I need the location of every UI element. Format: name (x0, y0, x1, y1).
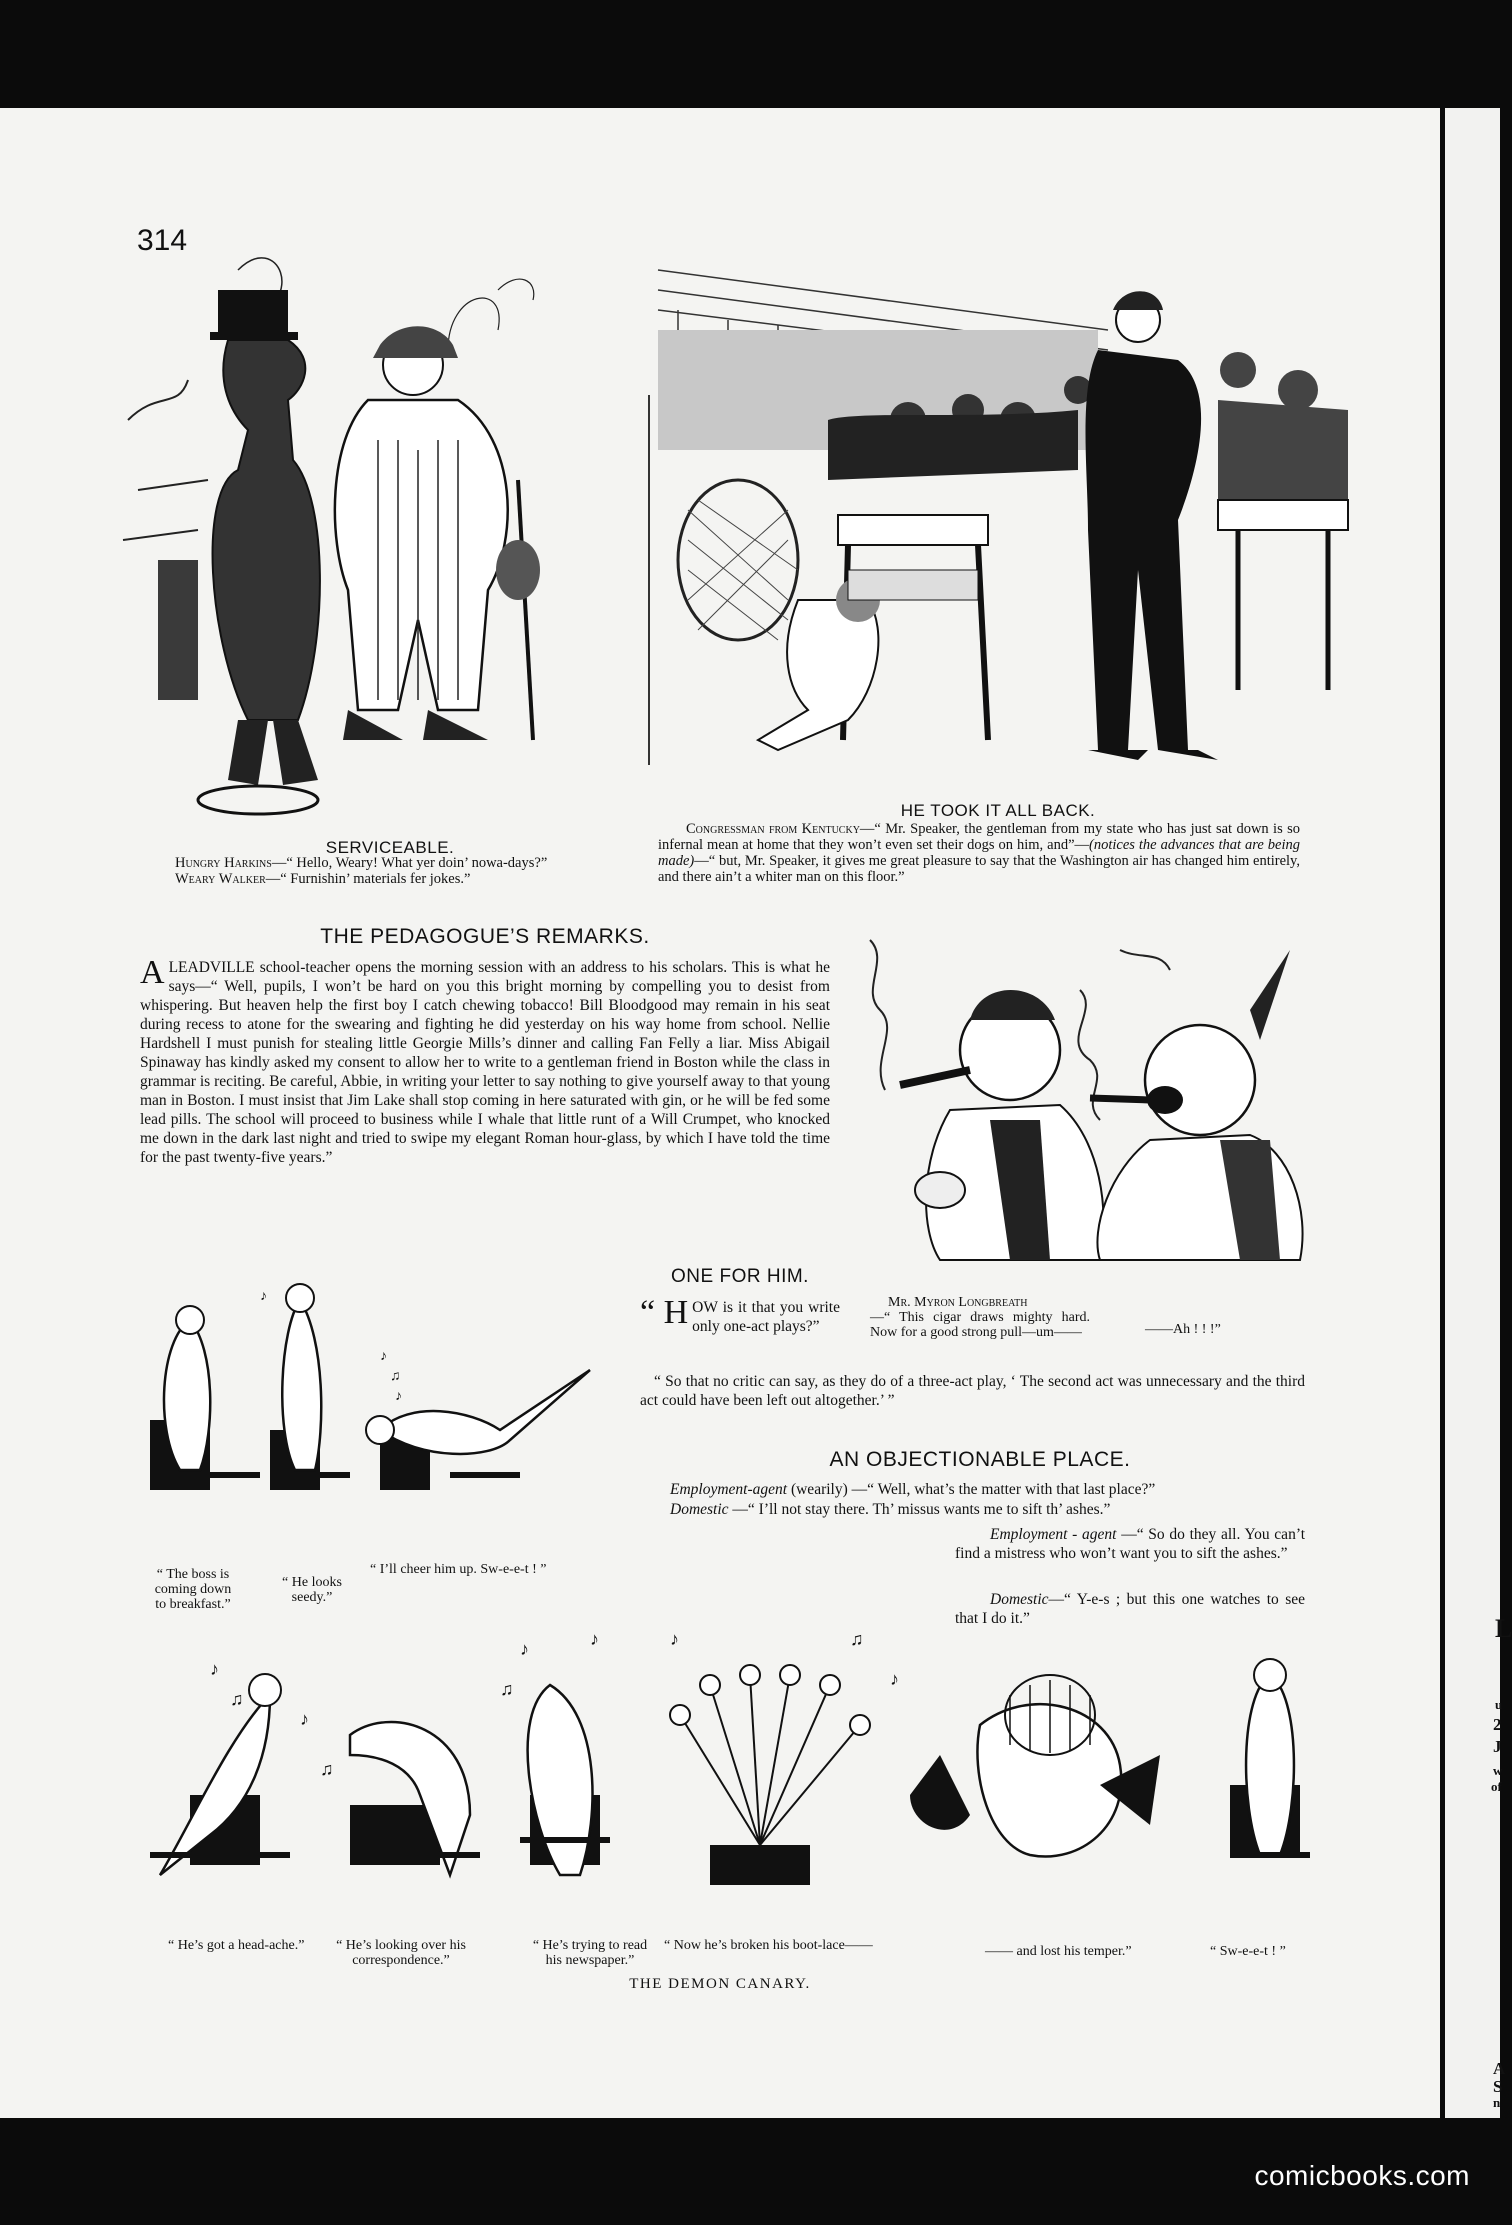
speaker-domestic: Domestic (670, 1501, 729, 1518)
lead-word: LEADVILLE (168, 959, 255, 976)
svg-text:♪: ♪ (210, 1659, 219, 1679)
edge-fragment: n (1493, 2095, 1501, 2110)
one-for-him-title: ONE FOR HIM. (671, 1266, 809, 1287)
speaker-congressman: Congressman from Kentucky (686, 821, 860, 837)
dropcap: “ H (640, 1294, 689, 1331)
longbreath-line: —“ This cigar draws mighty hard. Now for a good strong pull—um—— (870, 1310, 1090, 1340)
pedagogue-text (140, 954, 830, 1167)
adjacent-page-edge (1445, 108, 1512, 2118)
illustration-cigar-smokers (860, 930, 1310, 1260)
one-for-him-answer: “ So that no critic can say, as they do of a three-act play, ‘ The second act was unnecessary and the third act could have been left out altogether.’ ” (640, 1373, 1305, 1409)
canary-caption-1: “ The boss is coming down to breakfast.” (154, 1567, 232, 1612)
canary-caption-5: “ He’s looking over his correspondence.” (336, 1938, 466, 1968)
speaker-domestic: Domestic (990, 1591, 1049, 1608)
line-1-text: (wearily) —“ Well, what’s the matter with that last place?” (787, 1481, 1156, 1498)
svg-text:♪: ♪ (520, 1639, 529, 1659)
question-text: OW is it that you write only one-act plays?” (692, 1299, 840, 1335)
objectionable-line-2 (670, 1500, 1305, 1519)
edge-fragment: 2 (1493, 1715, 1502, 1734)
illustration-canary-row-1 (140, 1280, 610, 1560)
svg-text:♪: ♪ (260, 1289, 267, 1304)
page-number: 314 (137, 224, 188, 257)
svg-text:♫: ♫ (500, 1679, 514, 1699)
svg-text:♫: ♫ (850, 1629, 864, 1649)
serviceable-title: SERVICEABLE. (325, 838, 455, 857)
line-2-text: —“ I’ll not stay there. Th’ missus wants me to sift th’ ashes.” (728, 1501, 1111, 1518)
illustration-congress-floor (658, 270, 1348, 770)
demon-canary-title: THE DEMON CANARY. (629, 1976, 811, 1992)
svg-text:♫: ♫ (320, 1759, 334, 1779)
serviceable-line-2: —“ Furnishin’ materials fer jokes.” (265, 871, 471, 887)
canary-caption-9: “ Sw-e-e-t ! ” (1210, 1944, 1286, 1959)
took-it-back-line-a: —“ Mr. Speaker, the gentleman from my state who has just sat down is so infernal mean at home that they won’t even set their dogs on him, and”— (658, 821, 1300, 853)
pedagogue-body: school-teacher opens the morning session with an address to his scholars. This is what he says—“ Well, pupils, I won’t be hard on you this bright morning by compelling you to desist from whispering. But heaven help the first boy I catch chewing tobacco! Bill Bloodgood may remain in his seat during recess to atone for the swearing and fighting he did yesterday on his way home from school. Nellie Hardshell I must punish for stealing little Georgie Mills’s dinner and calling Fan Felly a liar. Miss Abigail Spinaway has kindly asked my consent to allow her to write to a gentleman friend in Boston while the class in grammar is reciting. Be careful, Abbie, in writing your letter to say nothing to give yourself away to that young man in Boston. I must insist that Jim Lake shall stop coming in here saturated with gin, or he will be fed some lead pills. The school will proceed to business while I whale that little runt of a Will Crumpet, who knocked me down in the dark last night and tried to swipe my elegant Roman hour-glass, by which I have told the time for the past twenty-five years.” (140, 959, 830, 1166)
speaker-weary-walker: Weary Walker (175, 871, 266, 887)
edge-fragment: u (1495, 1697, 1503, 1712)
objectionable-line-3 (955, 1525, 1305, 1563)
svg-text:♪: ♪ (300, 1709, 309, 1729)
canary-caption-8: —— and lost his temper.” (985, 1944, 1132, 1959)
serviceable-line-1: —“ Hello, Weary! What yer doin’ nowa-days?” (271, 855, 548, 871)
longbreath-name: Mr. Myron Longbreath (888, 1295, 1028, 1310)
svg-text:♫: ♫ (390, 1369, 401, 1384)
svg-text:♫: ♫ (230, 1689, 244, 1709)
canary-caption-4: “ He’s got a head-ache.” (168, 1938, 305, 1953)
column-divider (648, 395, 650, 765)
edge-fragment: w (1493, 1763, 1503, 1778)
longbreath-exclaim: ——Ah ! ! !” (1145, 1322, 1221, 1337)
edge-fragment: L (1495, 1614, 1512, 1643)
canary-caption-6: “ He’s trying to read his newspaper.” (532, 1938, 648, 1968)
edge-fragment: A (1493, 2059, 1506, 2078)
speaker-hungry-harkins: Hungry Harkins (175, 855, 272, 871)
pedagogue-title: THE PEDAGOGUE’S REMARKS. (320, 925, 650, 948)
canary-caption-7: “ Now he’s broken his boot-lace—— (664, 1938, 873, 1953)
svg-text:♪: ♪ (670, 1629, 679, 1649)
took-it-back-text (658, 821, 1300, 885)
canary-caption-2: “ He looks seedy.” (282, 1575, 342, 1605)
illustration-two-tramps (118, 240, 638, 830)
speaker-agent: Employment - agent (990, 1526, 1117, 1543)
canary-caption-3: “ I’ll cheer him up. Sw-e-e-t ! ” (370, 1562, 547, 1577)
svg-text:♪: ♪ (890, 1669, 899, 1689)
dropcap: A (140, 954, 165, 991)
stage-direction: (notices the advances that are being made) (658, 837, 1300, 869)
objectionable-line-1 (670, 1480, 1305, 1499)
illustration-canary-row-2 (150, 1585, 1310, 1925)
line-4-text: —“ Y-e-s ; but this one watches to see that I do it.” (955, 1591, 1305, 1627)
speaker-agent: Employment-agent (670, 1481, 788, 1498)
longbreath-caption (870, 1295, 1090, 1340)
watermark: comicbooks.com (1254, 2160, 1470, 2191)
line-3-text: —“ So do they all. You can’t find a mistress who won’t want you to sift the ashes.” (955, 1526, 1306, 1562)
svg-text:♪: ♪ (590, 1629, 599, 1649)
edge-fragment: of (1491, 1779, 1502, 1794)
took-it-back-title: HE TOOK IT ALL BACK. (900, 801, 1096, 820)
one-for-him-question (640, 1294, 840, 1336)
objectionable-title: AN OBJECTIONABLE PLACE. (829, 1448, 1131, 1471)
serviceable-dialogue (155, 855, 640, 887)
svg-text:♪: ♪ (395, 1389, 402, 1404)
svg-text:♪: ♪ (380, 1349, 387, 1364)
took-it-back-line-b: —“ but, Mr. Speaker, it gives me great pleasure to say that the Washington air has changed him entirely, and there ain’t a whiter man on this floor.” (658, 853, 1300, 885)
edge-fragment: S (1493, 2077, 1503, 2096)
edge-fragment: J (1493, 1737, 1502, 1756)
